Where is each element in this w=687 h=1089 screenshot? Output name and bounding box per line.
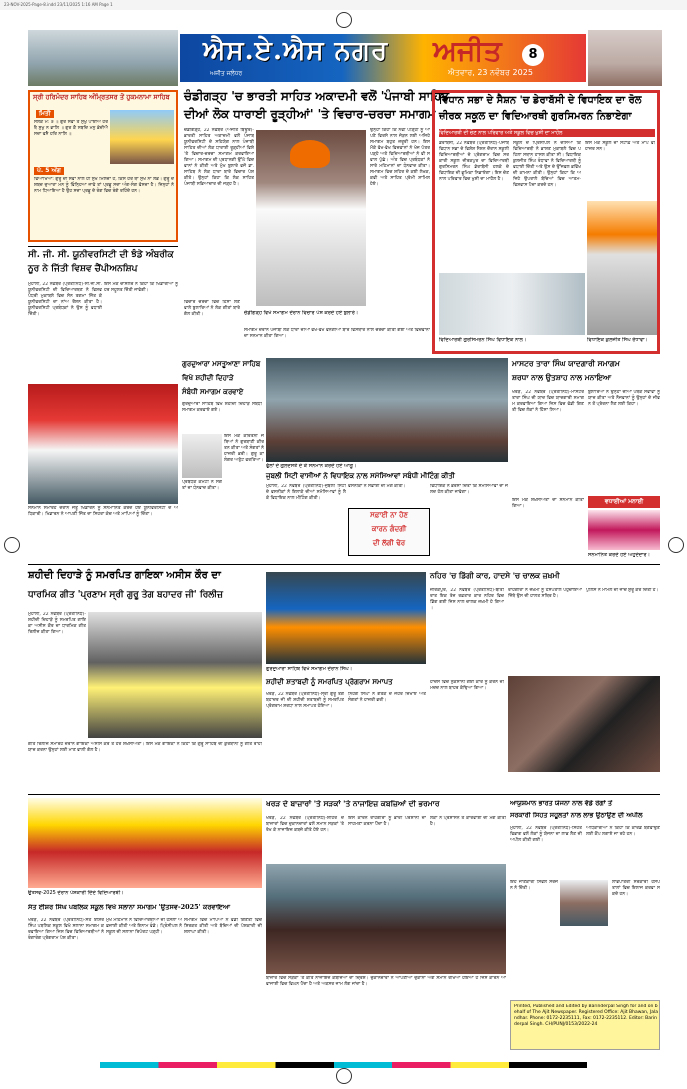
gurdwara-headline-2: ਵਿਖੇ ਸ਼ਹੀਦੀ ਦਿਹਾੜੇ <box>182 373 234 382</box>
vidhan-headline-2: ਜ਼ੀਰਕ ਸਕੂਲ ਦਾ ਵਿਦਿਆਰਥੀ ਗੁਰਸਿਮਰਨ ਨਿਭਾਏਗਾ <box>439 111 632 122</box>
master-col-2: ਬੁਲਾਰਿਆਂ ਨੇ ਉਨ੍ਹਾਂ ਦੀਆਂ ਪੰਥਕ ਸੇਵਾਵਾਂ ਨੂੰ ਯਾਦ ਕੀਤਾ ਅਤੇ ਨੌਜਵਾਨਾਂ ਨੂੰ ਉਨ੍ਹਾਂ ਦੇ ਜੀਵਨ ਤੋਂ ਪ੍ਰੇਰਨਾ ਲੈਣ ਲਈ ਕਿਹਾ। <box>588 390 660 407</box>
cgc-photo <box>28 384 178 504</box>
kharar-col-3: ਲੋਕਾਂ ਨੇ ਪ੍ਰਸ਼ਾਸਨ ਤੋਂ ਕਾਰਵਾਈ ਦੀ ਮੰਗ ਕੀਤੀ ਹੈ। <box>430 816 506 827</box>
school-col-1: ਖਰੜ, 22 ਨਵੰਬਰ (ਪ੍ਰਤੀਨਿਧ)-ਸੰਤ ਈਸ਼ਰ ਸਿੰਘ ਪਬਲਿਕ ਸਕੂਲ ਵਿਖੇ ਸਲਾਨਾ ਸਮਾਗਮ ਕਰਵਾਇਆ ਗਿਆ ਜਿਸ ਵਿਚ ਵਿਦਿਆਰਥੀਆਂ ਨੇ ਰੰਗਾਰੰਗ ਪ੍ਰੋਗਰਾਮ ਪੇਸ਼ ਕੀਤਾ। <box>28 918 104 941</box>
golden-temple-photo <box>110 110 174 164</box>
imprint-text: Printed, Published and Edited by Barinderpal Singh for and on behalf of The Ajit Newspaper. Registered Office: Ajit Bhawan, Jalandhar. Phone: 0172-2235111, Fax: 0172-2235112. Editor: Barinderpal Singh. CH/PUNJ/0153/2022-24 <box>514 1004 658 1027</box>
masthead-title: ਐਸ.ਏ.ਐਸ ਨਗਰ <box>203 36 389 66</box>
master-photo <box>588 510 660 550</box>
cgc-headline-2: ਨੂਰ ਨੇ ਜਿੱਤੀ ਵਿਸ਼ਵ ਚੈਂਪੀਅਨਸ਼ਿਪ <box>28 264 138 274</box>
gurdwara-col-3: ਪ੍ਰਬੰਧਕ ਕਮੇਟੀ ਨੇ ਸੰਗਤਾਂ ਦਾ ਧੰਨਵਾਦ ਕੀਤਾ। <box>182 480 222 491</box>
nihang-col-1: ਖਰੜ, 22 ਨਵੰਬਰ (ਪ੍ਰਤੀਨਿਧ)-ਸ੍ਰੀ ਗੁਰੂ ਤੇਗ ਬਹਾਦਰ ਜੀ ਦੀ ਸ਼ਹੀਦੀ ਸ਼ਤਾਬਦੀ ਨੂੰ ਸਮਰਪਿਤ ਪ੍ਰੋਗਰਾਮ ਸ਼ਰਧਾ ਨਾਲ ਸਮਾਪਤ ਹੋਇਆ। <box>266 692 344 709</box>
gurdwara-headline-3: ਸੰਬੰਧੀ ਸਮਾਗਮ ਕਰਵਾਏ <box>182 387 244 396</box>
school-col-2: ਮੁੱਖ ਮਹਿਮਾਨ ਨੇ ਵਿਦਿਆਰਥੀਆਂ ਦੀ ਹੌਸਲਾ ਅਫ਼ਜ਼ਾਈ ਕੀਤੀ ਅਤੇ ਇਨਾਮ ਵੰਡੇ। ਪ੍ਰਿੰਸੀਪਲ ਨੇ ਸਕੂਲ ਦੀ ਸਲਾਨਾ ਰਿਪੋਰਟ ਪੜ੍ਹੀ। <box>106 918 182 935</box>
health-col-2: ਅਧਿਕਾਰੀਆਂ ਨੇ ਕਿਹਾ ਕਿ ਕਾਰਡ ਬਣਵਾਉਣ ਲਈ ਕੈਂਪ ਲਗਾਏ ਜਾ ਰਹੇ ਹਨ। <box>586 826 660 837</box>
masthead-date: ਐਤਵਾਰ, 23 ਨਵੰਬਰ 2025 <box>448 68 533 77</box>
bottom-rule <box>28 794 660 795</box>
vidhan-photo-mla <box>587 201 657 335</box>
health-col-1: ਮੁਹਾਲੀ, 22 ਨਵੰਬਰ (ਪ੍ਰਤੀਨਿਧ)-ਸਿਹਤ ਵਿਭਾਗ ਵਲੋਂ ਲੋਕਾਂ ਨੂੰ ਯੋਜਨਾ ਦਾ ਲਾਭ ਲੈਣ ਦੀ ਅਪੀਲ ਕੀਤੀ ਗਈ। <box>510 826 582 843</box>
hukamnama-header: ਸ੍ਰੀ ਹਰਿਮੰਦਰ ਸਾਹਿਬ ਅੰਮ੍ਰਿਤਸਰ ਤੋਂ ਹੁਕਮਨਾਮਾ ਸਾਹਿਬ <box>33 93 170 101</box>
nihang-caption: ਗੁਰਦੁਆਰਾ ਸਾਹਿਬ ਵਿਖੇ ਸਮਾਗਮ ਦੌਰਾਨ ਸਿੰਘ। <box>266 666 353 672</box>
master-badge: ਵਧਾਈਆਂ ਮਨਾਈ <box>588 496 660 508</box>
registration-mark-bottom <box>336 1068 352 1084</box>
gurdwara-portrait <box>182 434 222 478</box>
nihang-photo <box>266 572 426 664</box>
vidhan-caption-2: ਵਿਧਾਇਕ ਕੁਲਜੀਤ ਸਿੰਘ ਰੰਧਾਵਾ। <box>587 337 648 343</box>
health-headline-2: ਸਰਕਾਰੀ ਸਿਹਤ ਸਹੂਲਤਾਂ ਨਾਲ ਲਾਭ ਉਠਾਉਣ ਦੀ ਅਪੀਲ <box>510 812 643 819</box>
master-col-3: ਇਸ ਮੌਕੇ ਸ਼ਖ਼ਸੀਅਤਾਂ ਦਾ ਸਨਮਾਨ ਕੀਤਾ ਗਿਆ। <box>512 498 584 509</box>
cgc-col-1: ਮੁਹਾਲੀ, 22 ਨਵੰਬਰ (ਪ੍ਰਤੀਨਿਧ)-ਸੀ.ਜੀ.ਸੀ. ਯੂਨੀਵਰਸਿਟੀ ਦੀ ਵਿਦਿਆਰਥਣ ਨੇ ਵਿਸ਼ਵ ਪੱਧਰੀ ਮੁਕਾਬਲੇ ਵਿਚ ਸੋਨ ਤਗਮਾ ਜਿੱਤ ਕੇ ਯੂਨੀਵਰਸਿਟੀ ਦਾ ਨਾਂਅ ਰੌਸ਼ਨ ਕੀਤਾ ਹੈ। ਯੂਨੀਵਰਸਿਟੀ ਪ੍ਰਬੰਧਕਾਂ ਨੇ ਉਸ ਨੂੰ ਵਧਾਈ ਦਿੱਤੀ। <box>28 282 102 317</box>
shaheedi-photo <box>88 612 262 738</box>
prepress-slug: 23-NOV-2025-Page-8.indd 23/11/2025 1:16 AM Page 1 <box>0 0 687 10</box>
accident-headline: ਨਹਿਰ 'ਚ ਡਿੱਗੀ ਕਾਰ, ਹਾਦਸੇ 'ਚ ਚਾਲਕ ਜ਼ਖ਼ਮੀ <box>430 571 560 580</box>
lead-caption: ਚੰਡੀਗੜ੍ਹ ਵਿਖੇ ਸਮਾਗਮ ਦੌਰਾਨ ਵਿਚਾਰ ਪੇਸ਼ ਕਰਦੇ ਹੋਏ ਬੁਲਾਰੇ। <box>244 310 359 316</box>
mid-rule <box>28 564 660 565</box>
page-number: 8 <box>522 44 544 66</box>
nihang-col-2: ਨਿਹੰਗ ਸਿੰਘਾਂ ਨੇ ਗੱਤਕੇ ਦੇ ਜੌਹਰ ਦਿਖਾਏ ਅਤੇ ਸੰਗਤਾਂ ਨੇ ਹਾਜ਼ਰੀ ਭਰੀ। <box>348 692 426 703</box>
jubilee-pullquote-box <box>348 508 430 556</box>
vidhan-col-2: ਸਕੂਲ ਦੇ ਪ੍ਰਿੰਸੀਪਲ ਨੇ ਦੱਸਿਆ ਕਿ ਵਿਦਿਆਰਥੀ ਨੇ ਭਾਸ਼ਣ ਮੁਕਾਬਲੇ ਵਿਚ ਪਹਿਲਾ ਸਥਾਨ ਹਾਸਲ ਕੀਤਾ ਸੀ। ਵਿਧਾਇਕ ਕੁਲਜੀਤ ਸਿੰਘ ਰੰਧਾਵਾ ਨੇ ਵਿਦਿਆਰਥੀ ਨੂੰ ਵਧਾਈ ਦਿੱਤੀ ਅਤੇ ਉਸ ਦੇ ਉੱਜਵਲ ਭਵਿੱਖ ਦੀ ਕਾਮਨਾ ਕੀਤੀ। ਉਨ੍ਹਾਂ ਕਿਹਾ ਕਿ ਅਜਿਹੇ ਉਪਰਾਲੇ ਬੱਚਿਆਂ ਵਿਚ ਆਤਮ-ਵਿਸ਼ਵਾਸ ਪੈਦਾ ਕਰਦੇ ਹਨ। <box>513 141 581 188</box>
cgc-top-rule <box>28 246 178 247</box>
school-headline: ਸੰਤ ਈਸ਼ਰ ਸਿੰਘ ਪਬਲਿਕ ਸਕੂਲ ਵਿਖੇ ਸਲਾਨਾ ਸਮਾਗਮ 'ਉਤਸਵ-2025' ਕਰਵਾਇਆ <box>28 904 231 911</box>
imprint-box <box>510 1000 660 1050</box>
accident-col-4: ਹਾਦਸੇ ਵਿਚ ਨੁਕਸਾਨੀ ਗਈ ਕਾਰ ਨੂੰ ਕਰੇਨ ਦੀ ਮਦਦ ਨਾਲ ਬਾਹਰ ਕੱਢਿਆ ਗਿਆ। <box>430 680 504 691</box>
jubilee-pull-3: ਦੀ ਲੱਗੀ ਢੇਰ <box>372 538 406 547</box>
masthead-brand: ਅਜੀਤ <box>433 34 502 67</box>
jubilee-col-1: ਮੁਹਾਲੀ, 22 ਨਵੰਬਰ (ਪ੍ਰਤੀਨਿਧ)-ਜੁਬਲੀ ਸਿਟੀ ਦੇ ਵਸਨੀਕਾਂ ਨੇ ਇਲਾਕੇ ਦੀਆਂ ਸਮੱਸਿਆਵਾਂ ਨੂੰ ਲੈ ਕੇ ਵਿਧਾਇਕ ਨਾਲ ਮੀਟਿੰਗ ਕੀਤੀ। <box>266 484 346 501</box>
vidhan-sabha-box <box>432 90 660 354</box>
speaker-turban <box>290 140 330 168</box>
health-headline-1: ਆਯੁਸ਼ਮਾਨ ਭਾਰਤ ਯੋਜਨਾ ਨਾਲ ਵੱਡੇ ਰੋਗਾਂ ਤੋਂ <box>510 800 613 807</box>
kharar-col-4: ਬਾਜ਼ਾਰ ਵਿਚ ਸੜਕਾਂ 'ਤੇ ਕੀਤੇ ਨਾਜਾਇਜ਼ ਕਬਜ਼ਿਆਂ ਦਾ ਦ੍ਰਿਸ਼। ਦੁਕਾਨਦਾਰਾਂ ਨੇ ਆਪਣੀਆਂ ਦੁਕਾਨਾਂ ਅੱਗੇ ਸਮਾਨ ਰੱਖਿਆ ਹੋਇਆ ਹੈ ਜਿਸ ਕਾਰਨ ਆਵਾਜਾਈ ਵਿਚ ਵਿਘਨ ਪੈਂਦਾ ਹੈ ਅਤੇ ਅਕਸਰ ਜਾਮ ਲੱਗ ਜਾਂਦਾ ਹੈ। <box>266 976 506 987</box>
jubilee-caption: ਫੁੱਲਾਂ ਦੇ ਗੁਲਦਸਤੇ ਦੇ ਕੇ ਸਨਮਾਨ ਕਰਦੇ ਹੋਏ ਆਗੂ। <box>266 463 357 469</box>
nihang-headline: ਸ਼ਹੀਦੀ ਸ਼ਤਾਬਦੀ ਨੂੰ ਸਮਰਪਿਤ ਪ੍ਰੋਗਰਾਮ ਸਮਾਪਤ <box>266 677 393 686</box>
masthead-sub: ਅਜੀਤ ਜਲੰਧਰ <box>210 70 243 77</box>
shaheedi-headline-1: ਸ਼ਹੀਦੀ ਦਿਹਾੜੇ ਨੂੰ ਸਮਰਪਿਤ ਗਾਇਕਾ ਅਸੀਸ ਕੌਰ ਦਾ <box>28 570 221 581</box>
lead-col-3: ਵਿਚਾਰ ਚਰਚਾ ਵਿਚ ਹਿੱਸਾ ਲੈਣ ਵਾਲੇ ਬੁਲਾਰਿਆਂ ਨੇ ਲੋਕ ਗੀਤਾਂ ਬਾਰੇ ਗੱਲ ਕੀਤੀ। <box>184 300 240 317</box>
vidhan-col-1: ਡੇਰਾਬੱਸੀ, 22 ਨਵੰਬਰ (ਪ੍ਰਤੀਨਿਧ)-ਪੰਜਾਬ ਵਿਧਾਨ ਸਭਾ ਦੇ ਵਿਸ਼ੇਸ਼ ਸੈਸ਼ਨ ਦੌਰਾਨ ਸਕੂਲੀ ਵਿਦਿਆਰਥੀਆਂ ਦੇ ਪ੍ਰੋਗਰਾਮ ਵਿਚ ਸਰਕਾਰੀ ਸਕੂਲ ਜ਼ੀਰਕਪੁਰ ਦਾ ਵਿਦਿਆਰਥੀ ਗੁਰਸਿਮਰਨ ਸਿੰਘ ਡੇਰਾਬੱਸੀ ਹਲਕੇ ਦੇ ਵਿਧਾਇਕ ਦੀ ਭੂਮਿਕਾ ਨਿਭਾਏਗਾ। ਇਸ ਚੋਣ ਨਾਲ ਪਰਿਵਾਰ ਵਿਚ ਖੁਸ਼ੀ ਦਾ ਮਾਹੌਲ ਹੈ। <box>439 141 509 182</box>
hukamnama-label-date: ਮਿਤੀ <box>36 110 54 118</box>
shaheedi-headline-2: ਧਾਰਮਿਕ ਗੀਤ 'ਪ੍ਰਣਾਮ ਸ੍ਰੀ ਗੁਰੂ ਤੇਗ ਬਹਾਦਰ ਜੀ' ਰਿਲੀਜ਼ <box>28 590 223 600</box>
hukamnama-text-1: ਸਲੋਕ ਮ: ੩ ॥ ਗੁਰ ਸੇਵਾ ਤੇ ਸੁਖੁ ਪਾਈਐ ਹੋਰ ਥੈ ਸੁਖੁ ਨ ਭਾਲਿ ॥ ਗੁਰ ਕੈ ਸਬਦਿ ਮਨੁ ਭੇਦੀਐ ਸਦਾ ਵਸੈ ਹਰਿ ਨਾਲਿ ॥ <box>34 120 108 137</box>
cgc-col-3: ਸਨਮਾਨ ਸਮਾਰੋਹ ਦੌਰਾਨ ਜੇਤੂ ਖਿਡਾਰਨ ਨੂੰ ਸਨਮਾਨਿਤ ਕਰਦੇ ਹੋਏ ਯੂਨੀਵਰਸਿਟੀ ਦੇ ਅਧਿਕਾਰੀ। ਖਿਡਾਰਨ ਨੇ ਆਪਣੀ ਜਿੱਤ ਦਾ ਸਿਹਰਾ ਕੋਚ ਅਤੇ ਮਾਪਿਆਂ ਨੂੰ ਦਿੱਤਾ। <box>28 506 178 517</box>
hukamnama-text-2: ਵਿਆਖਿਆ: ਗੁਰੂ ਦੀ ਸੇਵਾ ਨਾਲ ਹੀ ਸੁਖ ਮਿਲਦਾ ਹੈ, ਕਿਸੇ ਹੋਰ ਥਾਂ ਸੁਖ ਨਾ ਲੱਭ। ਗੁਰੂ ਦੇ ਸ਼ਬਦ ਦੁਆਰਾ ਮਨ ਨੂੰ ਵਿੰਨ੍ਹਿਆ ਜਾਵੇ ਤਾਂ ਪ੍ਰਭੂ ਸਦਾ ਅੰਗ-ਸੰਗ ਵੱਸਦਾ ਹੈ। ਜਿਨ੍ਹਾਂ ਨੇ ਨਾਮ ਧਿਆਇਆ ਹੈ ਉਹ ਸਦਾ ਪ੍ਰਭੂ ਦੇ ਰੰਗ ਵਿਚ ਰੰਗੇ ਰਹਿੰਦੇ ਹਨ। <box>34 177 174 194</box>
kharar-col-2: ਇਸ ਕਾਰਨ ਰਾਹਗੀਰਾਂ ਨੂੰ ਭਾਰੀ ਪਰੇਸ਼ਾਨੀ ਦਾ ਸਾਹਮਣਾ ਕਰਨਾ ਪੈਂਦਾ ਹੈ। <box>348 816 426 827</box>
gurdwara-col-1: ਗੁਰਦੁਆਰਾ ਸਾਹਿਬ ਵਿਖੇ ਸ਼ਹੀਦੀ ਦਿਹਾੜੇ ਸਬੰਧੀ ਸਮਾਗਮ ਕਰਵਾਏ ਗਏ। <box>182 402 262 413</box>
master-headline-1: ਮਾਸਟਰ ਤਾਰਾ ਸਿੰਘ ਯਾਦਗਾਰੀ ਸਮਾਗਮ <box>512 359 620 368</box>
school-photo <box>28 798 262 888</box>
vidhan-col-3: ਇਸ ਮੌਕੇ ਸਕੂਲ ਦਾ ਸਟਾਫ਼ ਅਤੇ ਮਾਪੇ ਵੀ ਹਾਜ਼ਰ ਸਨ। <box>585 141 655 152</box>
masthead <box>28 30 662 86</box>
health-col-4: ਲਾਭਪਾਤਰੀ ਸਰਕਾਰੀ ਹਸਪਤਾਲਾਂ ਵਿਚ ਇਲਾਜ ਕਰਵਾ ਸਕਦੇ ਹਨ। <box>612 880 660 897</box>
kharar-headline: ਖਰੜ ਦੇ ਬਾਜ਼ਾਰਾਂ 'ਤੇ ਸੜਕਾਂ 'ਤੇ ਨਾਜਾਇਜ਼ ਕਬਜ਼ਿਆਂ ਦੀ ਭਰਮਾਰ <box>266 800 440 808</box>
hukamnama-box <box>28 90 178 242</box>
lead-col-1: ਚੰਡੀਗੜ੍ਹ, 22 ਨਵੰਬਰ (ਅਜੀਤ ਬਿਊਰੋ)-ਭਾਰਤੀ ਸਾਹਿਤ ਅਕਾਦਮੀ ਵਲੋਂ ਪੰਜਾਬ ਯੂਨੀਵਰਸਿਟੀ ਦੇ ਸਹਿਯੋਗ ਨਾਲ ਪੰਜਾਬੀ ਸਾਹਿਤ ਦੀਆਂ ਲੋਕ ਧਾਰਾਈ ਰੂੜ੍ਹੀਆਂ ਵਿਸ਼ੇ 'ਤੇ ਵਿਚਾਰ-ਚਰਚਾ ਸਮਾਗਮ ਕਰਵਾਇਆ ਗਿਆ। ਸਮਾਗਮ ਦੀ ਪ੍ਰਧਾਨਗੀ ਉੱਘੇ ਵਿਦਵਾਨਾਂ ਨੇ ਕੀਤੀ ਅਤੇ ਮੁੱਖ ਬੁਲਾਰੇ ਵਜੋਂ ਡਾ. ਸਾਹਿਬ ਨੇ ਲੋਕ ਧਾਰਾ ਬਾਰੇ ਵਿਚਾਰ ਪੇਸ਼ ਕੀਤੇ। ਉਨ੍ਹਾਂ ਕਿਹਾ ਕਿ ਲੋਕ ਸਾਹਿਤ ਪੰਜਾਬੀ ਸਭਿਆਚਾਰ ਦੀ ਜੜ੍ਹ ਹੈ। <box>184 128 254 187</box>
school-col-3: ਸਮਾਗਮ ਵਿਚ ਮਾਪਿਆਂ ਨੇ ਵੱਡੀ ਗਿਣਤੀ ਵਿਚ ਸ਼ਿਰਕਤ ਕੀਤੀ ਅਤੇ ਬੱਚਿਆਂ ਦੀ ਪੇਸ਼ਕਾਰੀ ਦੀ ਸ਼ਲਾਘਾ ਕੀਤੀ। <box>184 918 262 935</box>
master-caption: ਸਨਮਾਨਿਤ ਕਰਦੇ ਹੋਏ ਅਹੁਦੇਦਾਰ। <box>588 552 650 558</box>
jubilee-col-3: ਵਿਧਾਇਕ ਨੇ ਭਰੋਸਾ ਦਿੱਤਾ ਕਿ ਸਮੱਸਿਆਵਾਂ ਦਾ ਜਲਦ ਹੱਲ ਕੀਤਾ ਜਾਵੇਗਾ। <box>430 484 508 495</box>
masthead-right-photo <box>588 30 662 86</box>
accident-col-2: ਰਾਹਗੀਰਾਂ ਨੇ ਜ਼ਖ਼ਮੀ ਨੂੰ ਹਸਪਤਾਲ ਪਹੁੰਚਾਇਆ ਜਿੱਥੇ ਉਸ ਦੀ ਹਾਲਤ ਸਥਿਰ ਹੈ। <box>508 588 582 599</box>
jubilee-col-2: ਵਸਨੀਕਾਂ ਨੇ ਸਫ਼ਾਈ ਦੀ ਮੰਗ ਕੀਤੀ। <box>348 484 406 489</box>
vidhan-headline-1: ਵਿਧਾਨ ਸਭਾ ਦੇ ਸੈਸ਼ਨ 'ਚ ਡੇਰਾਬੱਸੀ ਦੇ ਵਿਧਾਇਕ ਦਾ ਰੋਲ <box>439 95 642 106</box>
kharar-col-1: ਖਰੜ, 22 ਨਵੰਬਰ (ਪ੍ਰਤੀਨਿਧ)-ਸ਼ਹਿਰ ਦੇ ਬਾਜ਼ਾਰਾਂ ਵਿਚ ਦੁਕਾਨਦਾਰਾਂ ਵਲੋਂ ਸਮਾਨ ਸੜਕਾਂ 'ਤੇ ਰੱਖ ਕੇ ਨਾਜਾਇਜ਼ ਕਬਜ਼ੇ ਕੀਤੇ ਹੋਏ ਹਨ। <box>266 816 344 833</box>
colour-bar <box>100 1062 587 1068</box>
lead-headline-2: ਦੀਆਂ ਲੋਕ ਧਾਰਾਈ ਰੂੜ੍ਹੀਆਂ' 'ਤੇ ਵਿਚਾਰ-ਚਰਚਾ ਸਮਾਗਮ <box>184 107 436 121</box>
registration-mark-left <box>4 537 20 553</box>
master-col-1: ਖਰੜ, 22 ਨਵੰਬਰ (ਪ੍ਰਤੀਨਿਧ)-ਮਾਸਟਰ ਤਾਰਾ ਸਿੰਘ ਦੀ ਯਾਦ ਵਿਚ ਯਾਦਗਾਰੀ ਸਮਾਗਮ ਕਰਵਾਇਆ ਗਿਆ ਜਿਸ ਵਿਚ ਵੱਡੀ ਗਿਣਤੀ ਵਿਚ ਲੋਕਾਂ ਨੇ ਹਿੱਸਾ ਲਿਆ। <box>512 390 584 413</box>
vidhan-caption-1: ਵਿਦਿਆਰਥੀ ਗੁਰਸਿਮਰਨ ਸਿੰਘ ਵਿਧਾਇਕ ਨਾਲ। <box>439 337 527 343</box>
cgc-headline-1: ਸੀ. ਜੀ. ਸੀ. ਯੂਨੀਵਰਸਿਟੀ ਦੀ ਝੰਡੇ ਅੰਬਰੀਕ <box>28 250 174 260</box>
school-photo-caption: ਉਤਸਵ-2025 ਦੌਰਾਨ ਪੇਸ਼ਕਾਰੀ ਦਿੰਦੇ ਵਿਦਿਆਰਥੀ। <box>28 890 124 896</box>
jubilee-headline: ਜੁਬਲੀ ਸਿਟੀ ਵਾਸੀਆਂ ਨੇ ਵਿਧਾਇਕ ਨਾਲ ਸਮੱਸਿਆਵਾਂ ਸਬੰਧੀ ਮੀਟਿੰਗ ਕੀਤੀ <box>266 471 455 480</box>
registration-mark-top <box>336 12 352 28</box>
master-headline-2: ਸ਼ਰਧਾ ਨਾਲ ਉਤਸ਼ਾਹ ਨਾਲ ਮਨਾਇਆ <box>512 373 612 382</box>
jubilee-pull-1: ਸਫ਼ਾਈ ਨਾ ਹੋਣ <box>370 510 408 519</box>
masthead-left-photo <box>28 30 178 86</box>
accident-col-1: ਜ਼ੀਰਕਪੁਰ, 22 ਨਵੰਬਰ (ਪ੍ਰਤੀਨਿਧ)-ਬੀਤੀ ਰਾਤ ਇਕ ਤੇਜ਼ ਰਫ਼ਤਾਰ ਕਾਰ ਨਹਿਰ ਵਿਚ ਡਿੱਗ ਗਈ ਜਿਸ ਨਾਲ ਚਾਲਕ ਜ਼ਖ਼ਮੀ ਹੋ ਗਿਆ। <box>430 588 504 611</box>
kharar-photo <box>266 864 506 974</box>
lead-headline-1: ਚੰਡੀਗੜ੍ਹ 'ਚ ਭਾਰਤੀ ਸਾਹਿਤ ਅਕਾਦਮੀ ਵਲੋਂ 'ਪੰਜਾਬੀ ਸਾਹਿਤ <box>184 89 450 103</box>
accident-col-3: ਪੁਲਿਸ ਨੇ ਮਾਮਲੇ ਦੀ ਜਾਂਚ ਸ਼ੁਰੂ ਕਰ ਦਿੱਤੀ ਹੈ। <box>586 588 659 593</box>
gurdwara-col-2: ਇਸ ਮੌਕੇ ਕੀਰਤਨੀ ਜਥਿਆਂ ਨੇ ਗੁਰਬਾਣੀ ਕੀਰਤਨ ਕੀਤਾ ਅਤੇ ਸੰਗਤਾਂ ਨੇ ਹਾਜ਼ਰੀ ਭਰੀ। ਗੁਰੂ ਕਾ ਲੰਗਰ ਅਤੁੱਟ ਵਰਤਿਆ। <box>224 434 264 463</box>
accident-photo <box>508 676 660 772</box>
health-portrait <box>560 880 608 926</box>
jubilee-pull-2: ਕਾਰਨ ਗੰਦਗੀ <box>371 524 407 533</box>
vidhan-kicker: ਵਿਦਿਆਰਥੀ ਦੀ ਚੋਣ ਨਾਲ ਪਰਿਵਾਰ ਅਤੇ ਸਕੂਲ ਵਿਚ ਖੁਸ਼ੀ ਦਾ ਮਾਹੌਲ <box>439 129 655 137</box>
registration-mark-right <box>668 537 684 553</box>
lead-col-2: ਉਨ੍ਹਾਂ ਕਿਹਾ ਕਿ ਨਵੀਂ ਪੀੜ੍ਹੀ ਨੂੰ ਆਪਣੇ ਵਿਰਸੇ ਨਾਲ ਜੋੜਨ ਲਈ ਅਜਿਹੇ ਸਮਾਗਮ ਬਹੁਤ ਜ਼ਰੂਰੀ ਹਨ। ਇਸ ਮੌਕੇ ਵੱਖ-ਵੱਖ ਵਿਦਵਾਨਾਂ ਨੇ ਖੋਜ ਪੱਤਰ ਪੜ੍ਹੇ ਅਤੇ ਵਿਦਿਆਰਥੀਆਂ ਨੇ ਵੀ ਸਵਾਲ ਪੁੱਛੇ। ਅੰਤ ਵਿਚ ਪ੍ਰਬੰਧਕਾਂ ਨੇ ਸਾਰੇ ਮਹਿਮਾਨਾਂ ਦਾ ਧੰਨਵਾਦ ਕੀਤਾ। ਸਮਾਗਮ ਵਿਚ ਸ਼ਹਿਰ ਦੇ ਕਈ ਲੇਖਕ, ਕਵੀ ਅਤੇ ਸਾਹਿਤ ਪ੍ਰੇਮੀ ਸ਼ਾਮਿਲ ਹੋਏ। <box>370 128 430 187</box>
vidhan-photo-student <box>439 273 585 335</box>
health-col-3: ਇਹ ਜਾਣਕਾਰੀ ਸਿਵਲ ਸਰਜਨ ਨੇ ਦਿੱਤੀ। <box>510 880 558 891</box>
hukamnama-label-page: ਪੰ. 5 ਅੰਗ <box>34 167 64 175</box>
jubilee-photo <box>266 358 508 462</box>
gurdwara-headline-1: ਗੁਰਦੁਆਰਾ ਮਸਤੂਆਣਾ ਸਾਹਿਬ <box>182 359 261 368</box>
lead-col-4: ਸਮਾਗਮ ਦੌਰਾਨ ਪੰਜਾਬੀ ਲੋਕ ਧਾਰਾ ਦੀਆਂ ਵੱਖ-ਵੱਖ ਵੰਨਗੀਆਂ ਬਾਰੇ ਵਿਸਥਾਰ ਨਾਲ ਚਰਚਾ ਕੀਤੀ ਗਈ ਅਤੇ ਵਿਦਵਾਨਾਂ ਦਾ ਸਨਮਾਨ ਕੀਤਾ ਗਿਆ। <box>244 328 430 339</box>
cgc-col-2: ਇਸ ਮੌਕੇ ਚਾਂਸਲਰ ਨੇ ਕਿਹਾ ਕਿ ਖਿਡਾਰੀਆਂ ਨੂੰ ਹਰ ਸਹੂਲਤ ਦਿੱਤੀ ਜਾਵੇਗੀ। <box>104 282 178 293</box>
shaheedi-col-2: ਗੀਤ ਰਿਲੀਜ਼ ਸਮਾਰੋਹ ਦੌਰਾਨ ਗਾਇਕਾ ਅਸੀਸ ਕੌਰ ਤੇ ਹੋਰ ਸ਼ਖ਼ਸੀਅਤਾਂ। ਇਸ ਮੌਕੇ ਗਾਇਕਾ ਨੇ ਕਿਹਾ ਕਿ ਗੁਰੂ ਸਾਹਿਬ ਦੀ ਕੁਰਬਾਨੀ ਨੂੰ ਗੀਤ ਰਾਹੀਂ ਯਾਦ ਕਰਨਾ ਉਨ੍ਹਾਂ ਲਈ ਮਾਣ ਵਾਲੀ ਗੱਲ ਹੈ। <box>28 742 262 753</box>
shaheedi-col-1: ਮੁਹਾਲੀ, 22 ਨਵੰਬਰ (ਪ੍ਰਤੀਨਿਧ)-ਸ਼ਹੀਦੀ ਦਿਹਾੜੇ ਨੂੰ ਸਮਰਪਿਤ ਗਾਇਕਾ ਅਸੀਸ ਕੌਰ ਦਾ ਧਾਰਮਿਕ ਗੀਤ ਰਿਲੀਜ਼ ਕੀਤਾ ਗਿਆ। <box>28 612 86 635</box>
